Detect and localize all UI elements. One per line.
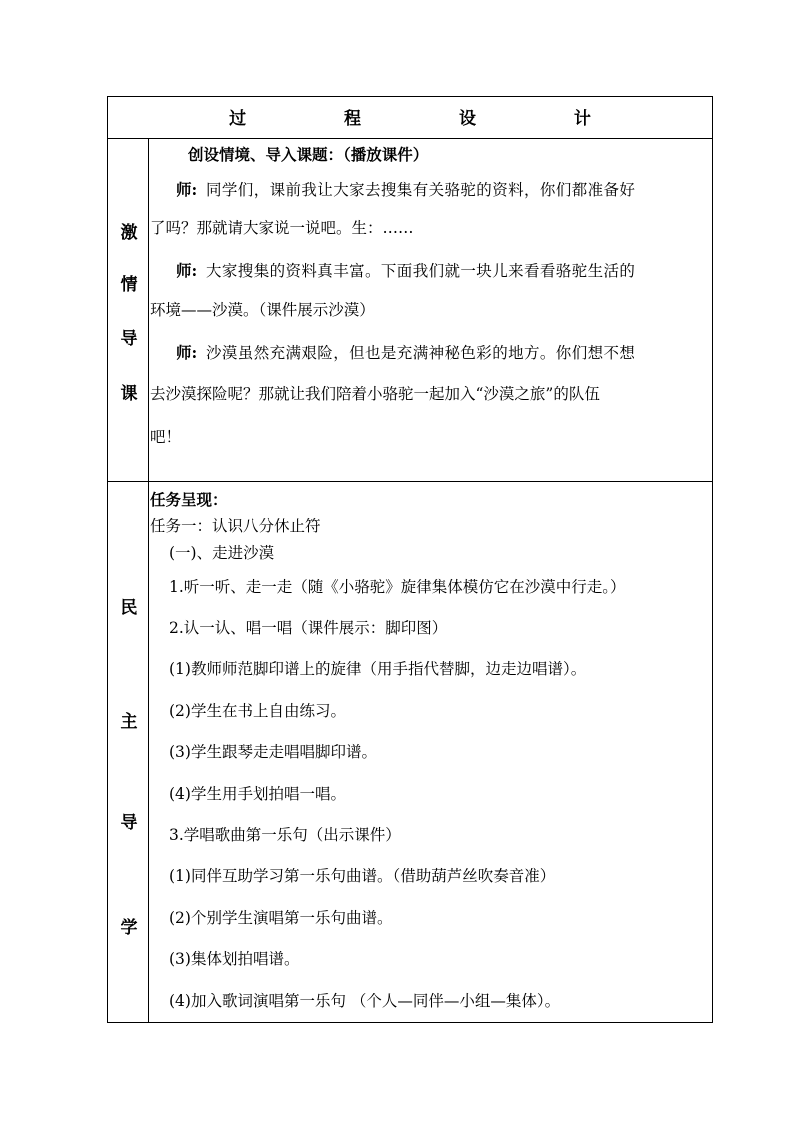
section1-label-char-4: 课 [120,384,138,404]
list-item: (2)个别学生演唱第一乐句曲谱。 [169,909,393,927]
list-item: (1)同伴互助学习第一乐句曲谱。（借助葫芦丝吹奏音准） [169,867,556,885]
header-divider [107,138,713,139]
p2-line2: 环境——沙漠。（课件展示沙漠） [150,301,375,319]
list-item: (3)集体划拍唱谱。 [169,950,300,968]
sub-section-title: (一)、走进沙漠 [169,544,275,562]
section1-label-char-1: 激 [120,223,138,243]
p1-line2: 了吗？那就请大家说一说吧。生：…… [150,219,414,237]
section2-label-char-3: 导 [120,813,138,833]
section2-label-char-1: 民 [120,598,138,618]
table-header-title: 过 程 设 计 [229,109,637,129]
list-item: (4)学生用手划拍唱一唱。 [169,785,346,803]
list-item: 2.认一认、唱一唱（课件展示：脚印图） [169,619,448,637]
section2-label-char-2: 主 [120,712,138,732]
list-item: (3)学生跟琴走走唱唱脚印谱。 [169,743,377,761]
task-presentation-title: 任务呈现： [150,490,228,509]
p3-line1: 沙漠虽然充满艰险，但也是充满神秘色彩的地方。你们想不想 [206,344,636,362]
p1-speaker: 师: [176,180,198,199]
section1-title: 创设情境、导入课题：（播放课件） [188,145,429,164]
p3-line3: 吧！ [150,428,182,446]
section1-label-char-2: 情 [120,275,138,295]
list-item: (1)教师师范脚印谱上的旋律（用手指代替脚，边走边唱谱）。 [169,660,587,678]
section-divider [107,481,713,482]
p2-line1: 大家搜集的资料真丰富。下面我们就一块儿来看看骆驼生活的 [206,262,636,280]
label-column-divider [148,138,149,1023]
p3-line2: 去沙漠探险呢？那就让我们陪着小骆驼一起加入“沙漠之旅”的队伍 [150,385,600,403]
task1-title: 任务一：认识八分休止符 [150,517,321,535]
section1-label-char-3: 导 [120,329,138,349]
list-item: 1.听一听、走一走（随《小骆驼》旋律集体模仿它在沙漠中行走。） [169,578,626,596]
p1-line1: 同学们，课前我让大家去搜集有关骆驼的资料，你们都准备好 [206,181,636,199]
list-item: (2)学生在书上自由练习。 [169,702,346,720]
list-item: (4)加入歌词演唱第一乐句 （个人—同伴—小组—集体）。 [169,992,561,1010]
list-item: 3.学唱歌曲第一乐句（出示课件） [169,826,401,844]
p3-speaker: 师: [176,343,198,362]
section2-label-char-4: 学 [120,918,138,938]
p2-speaker: 师: [176,261,198,280]
